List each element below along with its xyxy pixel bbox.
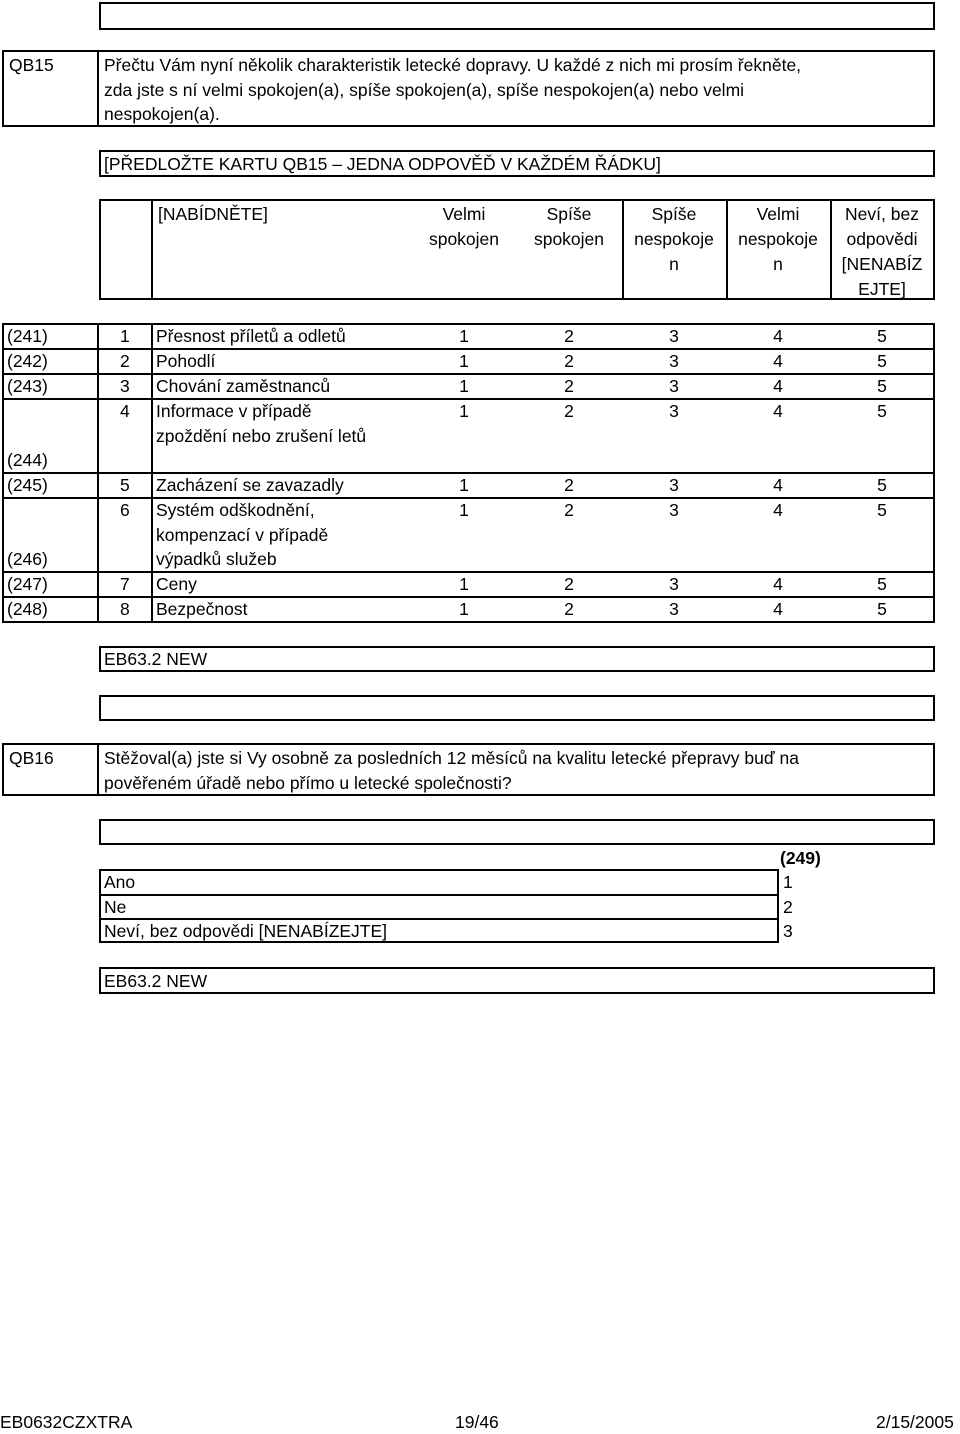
row-code: (242) xyxy=(7,351,48,371)
answer-code[interactable]: 5 xyxy=(877,599,887,619)
row-label: zpoždění nebo zrušení letů xyxy=(156,426,367,446)
answer-code[interactable]: 2 xyxy=(564,401,574,421)
row-number: 7 xyxy=(120,574,130,594)
column-header-4-line1: Velmi xyxy=(756,204,800,224)
row-code: (241) xyxy=(7,326,48,346)
answer-code[interactable]: 5 xyxy=(877,500,887,520)
answer-code[interactable]: 1 xyxy=(459,376,469,396)
row-code: (247) xyxy=(7,574,48,594)
answer-code[interactable]: 3 xyxy=(669,500,679,520)
option-label: Ne xyxy=(104,897,127,917)
option-label: Ano xyxy=(104,872,136,892)
top-empty-box xyxy=(99,2,935,30)
column-header-2-line1: Spíše xyxy=(546,204,592,224)
row-label: Pohodlí xyxy=(156,351,216,371)
row-code: (246) xyxy=(7,549,48,569)
option-value[interactable]: 2 xyxy=(783,897,793,917)
row-code: (245) xyxy=(7,475,48,495)
row-label: Systém odškodnění, xyxy=(156,500,315,520)
answer-code[interactable]: 2 xyxy=(564,599,574,619)
answer-code[interactable]: 1 xyxy=(459,500,469,520)
answer-code[interactable]: 2 xyxy=(564,500,574,520)
column-header-5-line4: EJTE] xyxy=(858,279,906,299)
column-header-3-line2: nespokoje xyxy=(634,229,714,249)
column-header-5-line1: Neví, bez xyxy=(845,204,919,224)
row-number: 6 xyxy=(120,500,130,520)
row-label: Informace v případě xyxy=(156,401,312,421)
row-label: Přesnost příletů a odletů xyxy=(156,326,346,346)
answer-code[interactable]: 5 xyxy=(877,376,887,396)
row-label: výpadků služeb xyxy=(156,549,277,569)
column-header-4-line3: n xyxy=(773,254,783,274)
qb15-question-line1: Přečtu Vám nyní několik charakteristik letecké dopravy. U každé z nich mi prosím řekněte, xyxy=(104,55,802,75)
answer-code[interactable]: 1 xyxy=(459,326,469,346)
row-number: 4 xyxy=(120,401,130,421)
answer-code[interactable]: 4 xyxy=(773,351,783,371)
qb15-source-box xyxy=(99,646,935,672)
row-code: (243) xyxy=(7,376,48,396)
row-label: Bezpečnost xyxy=(156,599,248,619)
answer-code[interactable]: 3 xyxy=(669,599,679,619)
answer-code[interactable]: 3 xyxy=(669,376,679,396)
qb15-source: EB63.2 NEW xyxy=(104,649,208,669)
row-code: (244) xyxy=(7,450,48,470)
option-label: Neví, bez odpovědi [NENABÍZEJTE] xyxy=(104,921,388,941)
row-number: 1 xyxy=(120,326,130,346)
row-number: 2 xyxy=(120,351,130,371)
row-label: Zacházení se zavazadly xyxy=(156,475,344,495)
empty-box xyxy=(99,695,935,721)
column-header-4-line2: nespokoje xyxy=(738,229,818,249)
qb15-instruction: [PŘEDLOŽTE KARTU QB15 – JEDNA ODPOVĚĎ V KAŽDÉM ŘÁDKU] xyxy=(104,154,661,174)
column-header-2-line2: spokojen xyxy=(533,229,605,249)
qb16-question-line1: Stěžoval(a) jste si Vy osobně za posledních 12 měsíců na kvalitu letecké přepravy buď na xyxy=(104,748,799,768)
column-header-1-line2: spokojen xyxy=(428,229,500,249)
row-number: 8 xyxy=(120,599,130,619)
header-col-line xyxy=(151,199,153,300)
footer-page: 19/46 xyxy=(455,1412,499,1432)
qb15-question-line3: nespokojen(a). xyxy=(104,104,220,124)
row-code: (248) xyxy=(7,599,48,619)
answer-code[interactable]: 5 xyxy=(877,475,887,495)
answer-code[interactable]: 1 xyxy=(459,475,469,495)
answer-code[interactable]: 4 xyxy=(773,500,783,520)
answer-code[interactable]: 5 xyxy=(877,574,887,594)
answer-code[interactable]: 1 xyxy=(459,351,469,371)
column-header-1-line1: Velmi xyxy=(442,204,486,224)
qb15-divider xyxy=(97,50,99,127)
answer-code[interactable]: 2 xyxy=(564,574,574,594)
row-label: Ceny xyxy=(156,574,197,594)
qb15-id: QB15 xyxy=(9,55,54,75)
answer-code[interactable]: 3 xyxy=(669,401,679,421)
offer-label: [NABÍDNĚTE] xyxy=(158,204,268,224)
option-value[interactable]: 3 xyxy=(783,921,793,941)
option-value[interactable]: 1 xyxy=(783,872,793,892)
qb16-code: (249) xyxy=(780,848,821,868)
column-header-5-line3: [NENABÍZ xyxy=(841,254,923,274)
column-header-3-line3: n xyxy=(669,254,679,274)
answer-code[interactable]: 4 xyxy=(773,599,783,619)
answer-code[interactable]: 1 xyxy=(459,574,469,594)
answer-code[interactable]: 3 xyxy=(669,351,679,371)
row-label: Chování zaměstnanců xyxy=(156,376,331,396)
answer-code[interactable]: 5 xyxy=(877,401,887,421)
qb16-question-line2: pověřeném úřadě nebo přímo u letecké společnosti? xyxy=(104,773,512,793)
empty-box xyxy=(99,819,935,845)
footer-date: 2/15/2005 xyxy=(876,1412,954,1432)
answer-code[interactable]: 2 xyxy=(564,475,574,495)
qb16-source: EB63.2 NEW xyxy=(104,971,208,991)
answer-code[interactable]: 2 xyxy=(564,326,574,346)
option-row-line xyxy=(99,894,779,896)
answer-code[interactable]: 5 xyxy=(877,351,887,371)
answer-code[interactable]: 4 xyxy=(773,401,783,421)
answer-code[interactable]: 5 xyxy=(877,326,887,346)
answer-code[interactable]: 4 xyxy=(773,376,783,396)
answer-code[interactable]: 3 xyxy=(669,574,679,594)
answer-code[interactable]: 3 xyxy=(669,475,679,495)
answer-code[interactable]: 4 xyxy=(773,574,783,594)
row-number: 3 xyxy=(120,376,130,396)
qb16-divider xyxy=(97,743,99,796)
answer-code[interactable]: 1 xyxy=(459,401,469,421)
column-header-3-line1: Spíše xyxy=(651,204,697,224)
row-number: 5 xyxy=(120,475,130,495)
answer-code[interactable]: 1 xyxy=(459,599,469,619)
row-label: kompenzací v případě xyxy=(156,525,329,545)
qb16-id: QB16 xyxy=(9,748,54,768)
answer-code[interactable]: 4 xyxy=(773,475,783,495)
answer-code[interactable]: 2 xyxy=(564,351,574,371)
column-header-5-line2: odpovědi xyxy=(846,229,918,249)
qb15-question-line2: zda jste s ní velmi spokojen(a), spíše spokojen(a), spíše nespokojen(a) nebo velmi xyxy=(104,80,745,100)
answer-code[interactable]: 3 xyxy=(669,326,679,346)
answer-code[interactable]: 4 xyxy=(773,326,783,346)
footer-left: EB0632CZXTRA xyxy=(0,1412,133,1432)
qb16-source-box xyxy=(99,967,935,994)
answer-code[interactable]: 2 xyxy=(564,376,574,396)
